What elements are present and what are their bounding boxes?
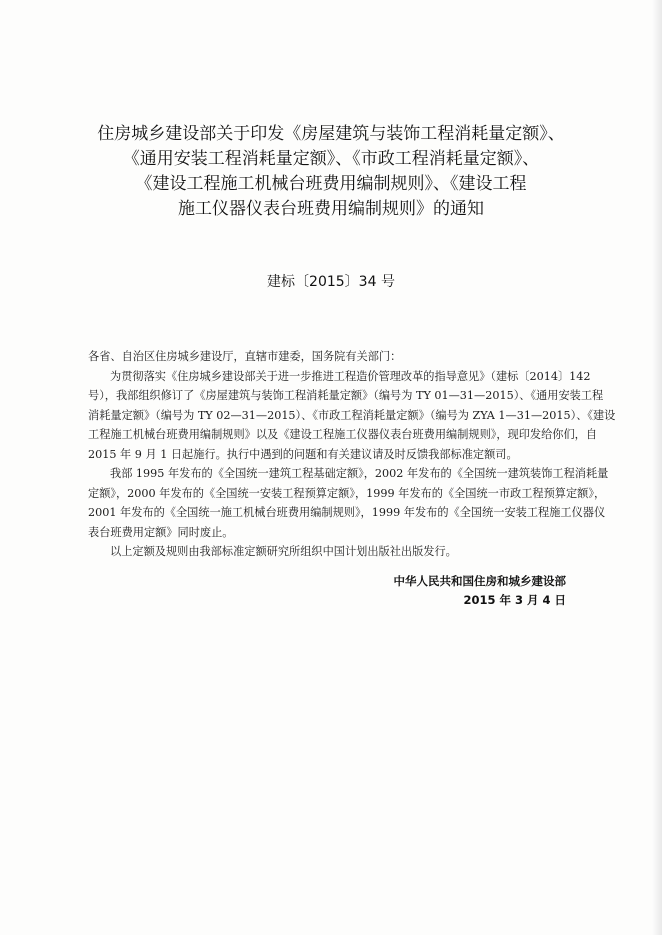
issuing-organization: 中华人民共和国住房和城乡建设部 <box>393 574 566 588</box>
paragraph-1-line: 2015 年 9 月 1 日起施行。执行中遇到的问题和有关建议请及时反馈我部标准定额司。 <box>88 447 518 461</box>
paragraph-1-line: 消耗量定额》（编号为 TY 02—31—2015）、《市政工程消耗量定额》（编号为 ZYA 1—31—2015）、《建设 <box>88 408 616 422</box>
issue-date: 2015 年 3 月 4 日 <box>463 593 566 607</box>
title-line-2: 《通用安装工程消耗量定额》、《市政工程消耗量定额》、 <box>122 149 540 169</box>
title-line-4: 施工仪器仪表台班费用编制规则》的通知 <box>178 199 484 219</box>
paragraph-2-line: 2001 年发布的《全国统一施工机械台班费用编制规则》，1999 年发布的《全国统一安装工程施工仪器仪 <box>88 506 606 519</box>
paragraph-2-line: 表台班费用定额》同时废止。 <box>88 525 234 539</box>
paragraph-1-line: 工程施工机械台班费用编制规则》以及《建设工程施工仪器仪表台班费用编制规则》，现印发给你们，自 <box>88 428 598 441</box>
notice-body <box>88 347 616 562</box>
document-number: 建标〔2015〕34 号 <box>267 274 395 290</box>
paragraph-3: 以上定额及规则由我部标准定额研究所组织中国计划出版社出版发行。 <box>110 545 457 558</box>
page-edge-shadow <box>652 0 662 935</box>
paragraph-1-line: 为贯彻落实《住房城乡建设部关于进一步推进工程造价管理改革的指导意见》（建标〔2014〕142 <box>110 369 591 383</box>
title-line-1: 住房城乡建设部关于印发《房屋建筑与装饰工程消耗量定额》、 <box>97 124 565 144</box>
notice-title <box>60 122 602 222</box>
title-line-3: 《建设工程施工机械台班费用编制规则》、《建设工程 <box>135 174 527 194</box>
paragraph-2-line: 定额》，2000 年发布的《全国统一安装工程预算定额》，1999 年发布的《全国统一市政工程预算定额》， <box>88 486 606 500</box>
salutation: 各省、自治区住房城乡建设厅，直辖市建委，国务院有关部门： <box>88 350 402 363</box>
signature-block <box>394 572 567 610</box>
paragraph-2-line: 我部 1995 年发布的《全国统一建筑工程基础定额》，2002 年发布的《全国统一建筑装饰工程消耗量 <box>110 467 609 480</box>
paragraph-1-line: 号），我部组织修订了《房屋建筑与装饰工程消耗量定额》（编号为 TY 01—31—2015）、《通用安装工程 <box>88 389 604 402</box>
